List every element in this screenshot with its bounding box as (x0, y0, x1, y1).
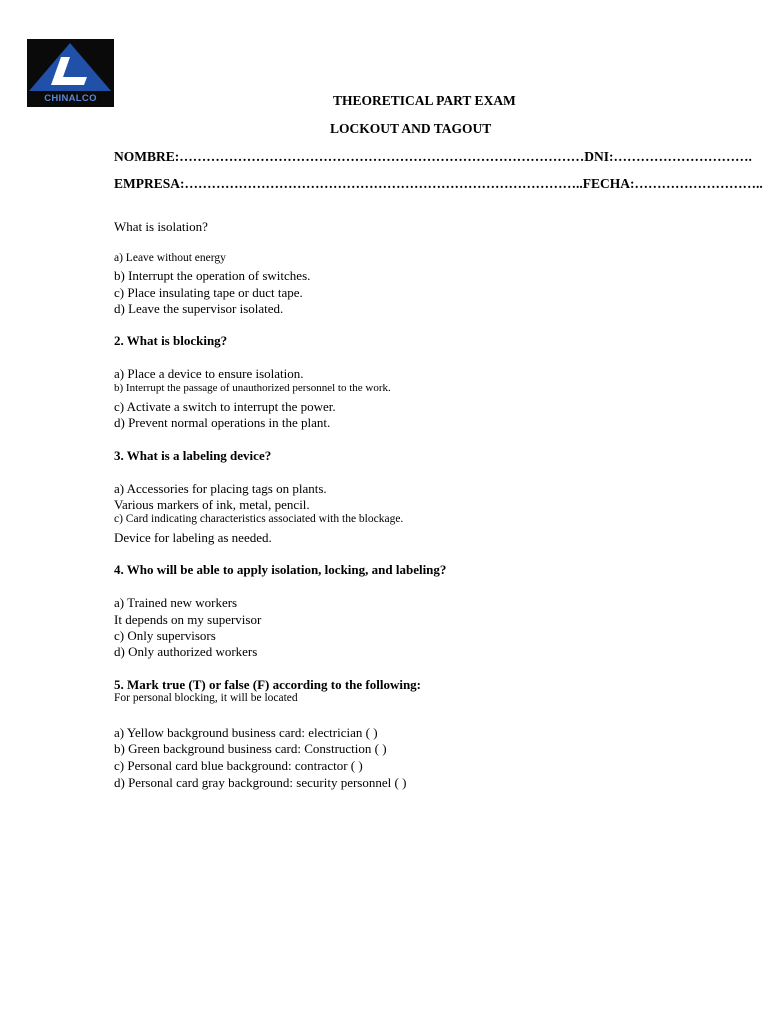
question-5-note: For personal blocking, it will be located (114, 692, 298, 704)
question-4-option-c: c) Only supervisors (114, 628, 216, 643)
page-subtitle: LOCKOUT AND TAGOUT (330, 121, 492, 136)
question-4-option-b: It depends on my supervisor (114, 612, 262, 627)
question-5-option-b: b) Green background business card: Construction ( ) (114, 741, 387, 756)
question-3-option-a: a) Accessories for placing tags on plants. (114, 481, 327, 496)
page-title: THEORETICAL PART EXAM (333, 93, 516, 108)
nombre-dni-field: NOMBRE:………………………………………………………………………………DNI:…………………………. (114, 149, 752, 164)
question-1-option-b: b) Interrupt the operation of switches. (114, 268, 311, 283)
question-3: 3. What is a labeling device? (114, 448, 272, 463)
question-1-option-a: a) Leave without energy (114, 252, 226, 264)
question-1-option-d: d) Leave the supervisor isolated. (114, 301, 284, 316)
question-3-option-c: c) Card indicating characteristics associated with the blockage. (114, 513, 404, 525)
question-1-option-c: c) Place insulating tape or duct tape. (114, 285, 303, 300)
question-4-option-a: a) Trained new workers (114, 595, 238, 610)
question-2-option-b: b) Interrupt the passage of unauthorized personnel to the work. (114, 382, 391, 394)
question-3-option-d: Device for labeling as needed. (114, 530, 272, 545)
question-3-option-b: Various markers of ink, metal, pencil. (114, 497, 310, 512)
question-2-option-d: d) Prevent normal operations in the plant. (114, 415, 331, 430)
question-5-option-d: d) Personal card gray background: security personnel ( ) (114, 775, 407, 790)
question-5-option-a: a) Yellow background business card: electrician ( ) (114, 725, 378, 740)
question-2-option-c: c) Activate a switch to interrupt the power. (114, 399, 336, 414)
question-4-option-d: d) Only authorized workers (114, 644, 258, 659)
question-2-option-a: a) Place a device to ensure isolation. (114, 366, 304, 381)
logo-wordmark: CHINALCO (44, 93, 97, 104)
empresa-fecha-field: EMPRESA:……………………………………………………………………………..FECHA:……………………….. (114, 176, 763, 191)
question-2: 2. What is blocking? (114, 333, 228, 348)
question-5: 5. Mark true (T) or false (F) according to the following: (114, 677, 422, 692)
question-1: What is isolation? (114, 219, 208, 234)
question-4: 4. Who will be able to apply isolation, locking, and labeling? (114, 562, 447, 577)
question-5-option-c: c) Personal card blue background: contractor ( ) (114, 758, 363, 773)
company-logo (27, 39, 114, 107)
